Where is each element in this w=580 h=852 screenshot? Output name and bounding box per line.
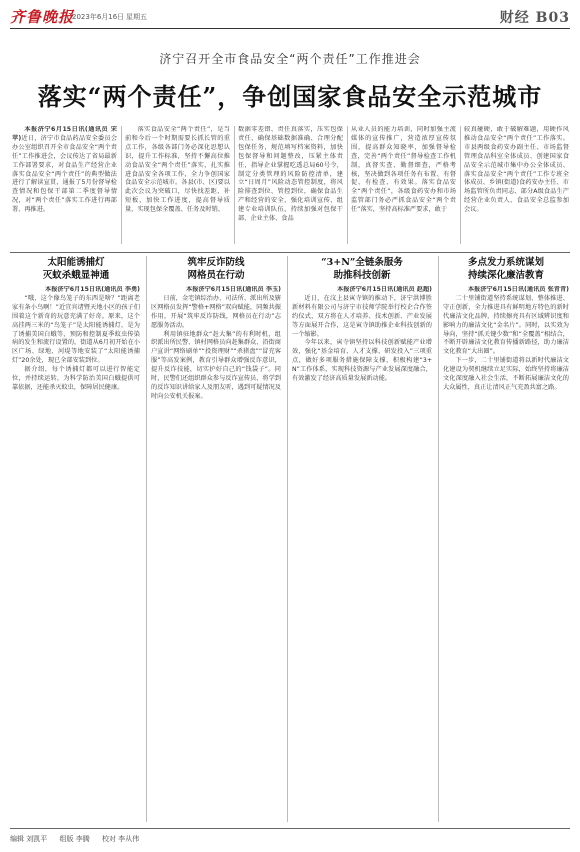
story-body-3 <box>292 286 432 486</box>
lead-column-1 <box>12 126 117 248</box>
story-title-4: 多点发力系统谋划 持续深化廉洁教育 <box>467 257 544 281</box>
issue-weekday: 星期五 <box>126 13 147 21</box>
column-divider <box>347 126 348 244</box>
column-divider <box>121 126 122 244</box>
story-body-2 <box>151 286 281 486</box>
story-paragraph: 今年以来，寅寺镇坚持以科技创新赋能产业增效，强化“基金培育、人才支撑、研发投入”三项重点，做好多项服务措施保障支撑，积极构建“3+N”工作体系，实现科技资源与产业发展深度融合，有效激发了经济高质量发展新动能。 <box>292 339 432 383</box>
lead-headline: 落实“两个责任”，争创国家食品安全示范城市 <box>37 82 543 111</box>
column-divider <box>287 256 288 822</box>
footer-editor: 编辑 刘凯平 <box>10 835 48 843</box>
lead-column-text: 数据零差错、责任真落实，压实包保责任，确保基础数据准确、合理分配包保任务，规范填写档案资料，加快包保督导和问题整改，压紧主体责任，指导企业掌握吃透总局60号令，制定分类管理的风险防控清单，建立“日周月”风险动态管控制度，将风险排查到位、管控到位，确保食品生产和经营的安全，强化培训宣传，组建专业培训队伍，持续加强对包保干部、企业主体、食品 <box>238 126 343 223</box>
footer-designer: 组版 李腾 <box>59 835 90 843</box>
column-divider <box>460 126 461 244</box>
lead-column-text: 较真碰硬，敢于破解难题，用硬作风推动食品安全“两个责任”工作落实。市县两级食药安办副主任、市场监督管理食品科室全体成员、创建国家食品安全示范城市集中办公全体成员、落实食品安全“两个责任”工作专班全体成员、乡镇(街道)食药安办主任、市场监管所负责同志、部分A级食品生产经营企业负责人、食品安全总监参加会议。 <box>464 126 569 214</box>
lead-column-text: 落实食品安全“两个责任”，是当前和今后一个时期需要长抓长管的重点工作，各级各部门务必深化思想认识，提升工作标准，坚持不懈高位推动食品安全“两个责任”落实，扎实推进食品安全各项工作，全力争创国家食品安全示范城市。各县(市、区)要以此次会议为突破口，尽快找差距、补短板，加快工作进度，提高督导质量，实现包保全覆盖、任务及时销、 <box>125 126 230 214</box>
story-title-1: 太阳能诱捕灯 灭蚊杀蛾显神通 <box>42 257 110 281</box>
story-paragraph: 据介绍，每个诱捕灯都可以进行智能定位，并持续运转，为科学防治美国白蛾提供可靠依据，还能杀灭蚊虫，保障居民健康。 <box>12 366 140 391</box>
lead-column-2 <box>125 126 230 248</box>
story-body-4 <box>443 286 569 486</box>
column-divider <box>234 126 235 244</box>
story-body-1 <box>12 286 140 486</box>
story-byline: 本报济宁6月15日讯(通讯员 张青青) <box>467 286 569 293</box>
masthead <box>10 6 570 28</box>
masthead-rule <box>10 28 570 29</box>
section-page-label: 财经 B03 <box>499 10 570 26</box>
story-paragraph: 近日，在汶上县寅寺镇的推动下，济宁洪博胜新材料有限公司与济宁市技师学院举行校企合作签约仪式，双方将在人才培养、技术创新、产业发展等方面展开合作，这是寅寺镇助推企业科技创新的一个缩影。 <box>292 294 432 338</box>
lead-column-4 <box>351 126 456 248</box>
lead-column-text: 近日，济宁市食品药品安全委员会办公室组织召开全市食品安全“两个责任”工作推进会，会议传达了省局最新工作部署要求，对食品生产经营企业落实食品安全“两个责任”的典型做法进行了解读宣贯，通报了5月份督导检查情况和包保干部第二季度督导情况，对“两个责任”落实工作进行再部署、再推进。 <box>12 134 117 214</box>
lead-byline: 本报济宁6月15日讯(通讯员 宋苹) <box>12 126 117 142</box>
page-footer <box>10 834 149 844</box>
story-paragraph: 下一步，二十里铺街道将以新时代廉洁文化建设为契机继续立足实际，始终坚持将廉洁文化深度融入社会生活，不断拓展廉洁文化的大众属性，真正让清风正气充盈共富之路。 <box>443 357 569 391</box>
column-divider <box>146 256 147 822</box>
story-byline: 本报济宁6月15日讯(通讯员 李勇) <box>45 286 140 293</box>
story-title-3: “3+N”全链条服务 助推科技创新 <box>321 257 403 281</box>
issue-date: 2023年6月16日 <box>72 13 125 21</box>
section-divider <box>10 252 570 253</box>
lead-column-3 <box>238 126 343 248</box>
newspaper-logo: 齐鲁晚报 <box>10 8 75 26</box>
story-title-2: 筑牢反诈防线 网格员在行动 <box>187 257 245 281</box>
footer-rule <box>10 828 570 829</box>
story-byline: 本报济宁6月15日讯(通讯员 赵超) <box>337 286 432 293</box>
column-divider <box>438 256 439 822</box>
story-paragraph: 二十里铺街道坚持系统谋划、整体推进、守正创新，全力推进具有鲜明地方特色的新时代廉洁文化品牌，持续擦亮具有区域辨识度和影响力的廉洁文化“金名片”。同时，以实效为导向，坚持“抓关键少数”和“全覆盖”相结合，不断开辟廉洁文化教育传播新路径，助力廉洁文化教育“大出圈”。 <box>443 294 569 356</box>
story-paragraph: 日前，金宅镇综治办、司法所、派出所及辖区网格员发挥“警格+网格”双向赋能，同频共振作用，开展“筑牢反诈防线，网格员在行动”志愿服务活动。 <box>151 294 281 329</box>
story-paragraph: 利用镇驻地群众“赶大集”的有利时机，组织派出所民警、镇村网格员向赶集群众、沿街商户宣讲“网络刷单”“投资理财”“杀猪盘”“冒充客服”等高发案例，教育引导群众增强反诈意识，提升反诈技能，切实护好自己的“钱袋子”。同时，民警们还组织群众参与反诈宣传员，将学到的反诈知识讲给家人及朋友听，遇到可疑情况及时向公安机关报案。 <box>151 330 281 400</box>
story-paragraph: “哦，这个像鸟笼子的东西是啥？”距离老家有条小鸟啊！”近宜宾诸暨天地小区的孩子们围着这个新奇的玩意充满了好奇。原来，这个高挂两三米的“鸟笼子”是太阳能诱捕灯，是为了诱捕美国白蛾等，预防和控制夏季蚊虫传染病的发生和流行设置的，街道从6月初开始在小区广场、绿地、河堤等地安装了“太阳能诱捕灯”20余处，现已全部安装到位。 <box>12 294 140 365</box>
lead-column-5 <box>464 126 569 248</box>
lead-subhead: 济宁召开全市食品安全“两个责任”工作推进会 <box>159 52 421 66</box>
footer-proofreader: 校对 李从伟 <box>101 835 140 843</box>
story-byline: 本报济宁6月15日讯(通讯员 李玉) <box>186 286 281 293</box>
lead-column-text: 从业人员的能力培训，同时加强主流媒体的宣传推广，营造浓厚宣传氛围，提高群众知晓率，加强督导检查，完善“两个责任”督导检查工作机制，真督实查、勤督细查，严格考核，坚决做到各项任务有布置、有督促、有检查、有效果。落实食品安全“两个责任”，各级食药安办和市场监管部门务必严抓食品安全“两个责任”落实，坚持高标准严要求，敢于 <box>351 126 456 214</box>
